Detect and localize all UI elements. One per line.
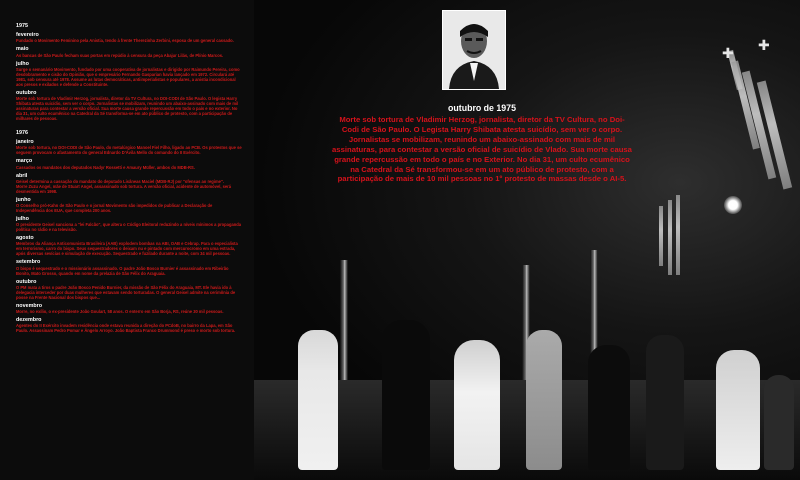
figure xyxy=(526,330,562,470)
figure xyxy=(588,345,630,470)
timeline-text: Morte sob tortura, no DOI-CODI de São Paulo, do metalúrgico Manoel Fiel Filho, ligado ao PCB. Os protestos que se seguem provocam o afastamento do general Ednardo D'Ávila Mello do comando do II Exército. xyxy=(16,145,242,156)
lamp-light xyxy=(724,196,742,214)
timeline-text: Membros da Aliança Anticomunista Brasileira (AAB) explodem bombas na ABI, OAB e Cebrap. Para o especialista em terrorismo, carro do bispo. Seus sequestradores o deixam nu e pintado com mercurocromo em uma estrada, após diversas sevícias e simulação de execução. Sequestrado e fuzilado durante a noite, com 34 mil pessoas. xyxy=(16,241,238,257)
timeline-year: 1975 xyxy=(16,23,28,29)
timeline-month: agosto xyxy=(16,235,34,242)
figure xyxy=(298,330,338,470)
timeline-month: março xyxy=(16,158,33,165)
cathedral-window xyxy=(659,206,663,266)
timeline-month: outubro xyxy=(16,89,37,96)
timeline-text: Fundado o Movimento Feminino pela Anistia, tendo à frente Therezinha Zerbini, esposa de um general cassado. xyxy=(16,38,234,44)
timeline-text: O presidente Geisel sanciona a "lei Falcão", que altera o Código Eleitoral reduzindo a níveis mínimos a propaganda política no rádio e na televisão. xyxy=(16,222,242,233)
timeline-text: Cassados os mandatos dos deputados Nadyr Rossetti e Amaury Müller, ambos do MDB-RS. xyxy=(16,164,195,170)
timeline-year: 1976 xyxy=(16,130,28,137)
figure xyxy=(764,375,794,470)
timeline-month: julho xyxy=(16,60,29,67)
timeline-month: maio xyxy=(16,46,29,53)
photo-panel xyxy=(254,0,800,480)
timeline-text: Morre Zuzu Angel, mãe de Stuart Angel, assassinado sob tortura. A versão oficial, acidente de automóvel, será desmentida em 1998. xyxy=(16,183,232,194)
timeline-gap xyxy=(16,121,242,127)
timeline-text: Morre, no exílio, o ex-presidente João Goulart, 58 anos. O enterro em São Borja, RS, reúne 30 mil pessoas. xyxy=(16,309,224,315)
timeline-month: abril xyxy=(16,172,28,179)
cross-icon: ✚ xyxy=(722,46,734,62)
timeline-text: Morte sob tortura de Vladimir Herzog, jornalista, diretor da TV Cultura, no DOI-CODI de São Paulo. O legista Harry Shibata atesta suicídio, sem ver o corpo. Jornalistas se mobilizam, reunindo um abaixo-assinado com mais de mil assinaturas para contestar a versão oficial. Sua morte causa grande repercussão em todo o país e no exterior. No dia 31, um culto ecumênico na Catedral da Sé transforma-se em ato público de protesto, com a participação de milhares de pessoas. xyxy=(16,96,239,122)
figure xyxy=(382,320,430,470)
figure xyxy=(716,350,760,470)
timeline-month: junho xyxy=(16,196,31,203)
figure xyxy=(454,340,500,470)
caption-text: Morte sob tortura de Vladimir Herzog, jornalista, diretor da TV Cultura, no Doi-Codi de São Paulo. O Legista Harry Shibata atesta suicídio, sem ver o corpo. Jornalistas se mobilizam, reunindo um abaixo-assinado com mais de mil assinaturas, para contestar a versão oficial de suicídio de Vlado. Sua morte causa grande repercussão em todo o país e no Exterior. No dia 31, um culto ecumênico na Catedral da Sé transformou-se em um ato público de protesto, com a participação de mais de 10 mil pessoas no 1º protesto de massas desde o AI-5. xyxy=(332,115,632,184)
cathedral-column xyxy=(340,260,348,380)
timeline-text: Agentes do II Exército invadem residência onde estava reunida a direção do PCdoB, no bairro da Lapa, em São Paulo. Assassinam Pedro Pomar e Ângelo Arroyo. João Baptista Franco Drummond é preso e morto sob tortura. xyxy=(16,323,236,334)
timeline-month: novembro xyxy=(16,302,43,309)
timeline-text: Geisel determina a cassação do mandato do deputado Lisâneas Maciel (MDB-RJ) por "ofensas ao regime". xyxy=(16,178,224,184)
timeline-month: outubro xyxy=(16,278,37,285)
timeline-month: setembro xyxy=(16,259,41,266)
caption-label: outubro de 1975 xyxy=(448,103,516,113)
timeline-month: fevereiro xyxy=(16,32,39,39)
timeline-month: dezembro xyxy=(16,317,42,324)
caption xyxy=(332,103,632,184)
timeline-panel xyxy=(0,0,254,480)
timeline-month: julho xyxy=(16,216,29,223)
timeline-text: Surge o semanário Movimento, fundado por uma cooperativa de jornalistas e dirigido por Raimundo Pereira, como desdobramento e cisão do Opinião, que o empresário Fernando Gasparian havia lançado em 1972. Circulará até 1981, sob censura até 1978. Assume as lutas democráticas, antiimperialistas e populares, a anistia incondicional aos presos e exilados e defende a Constituinte. xyxy=(16,66,240,87)
timeline-text: O bispo é sequestrado e o missionário assassinado. O padre João Bosco Burnier é assassinado em Ribeirão Bonito, Mato Grosso, quando em nome da prelazia de São Félix do Araguaia. xyxy=(16,265,229,276)
portrait-photo xyxy=(442,10,506,90)
timeline-text: As bancas de São Paulo fecham suas portas em repúdio à censura da peça Abajur Lilás, de Plínio Marcos. xyxy=(16,52,224,58)
cross-icon: ✚ xyxy=(758,38,770,54)
timeline-text: O PM mata a tiros o padre João Bosco Penido Burnier, da missão de São Félix do Araguaia, MT. Ele havia ido à delegacia interceder por duas mulheres que estavam sendo torturadas. O general Geisel admite na cerimônia de posse na Frente Nacional dos bispos que... xyxy=(16,284,236,300)
figure xyxy=(646,335,684,470)
cathedral-window xyxy=(676,195,680,275)
timeline-month: janeiro xyxy=(16,139,34,146)
cathedral-window xyxy=(668,200,672,275)
timeline-text: O Conselho pró-Kahn de São Paulo e o jornal Movimento são impedidos de publicar a Declaração de Independência dos EUA, que completa 200 anos. xyxy=(16,203,213,214)
